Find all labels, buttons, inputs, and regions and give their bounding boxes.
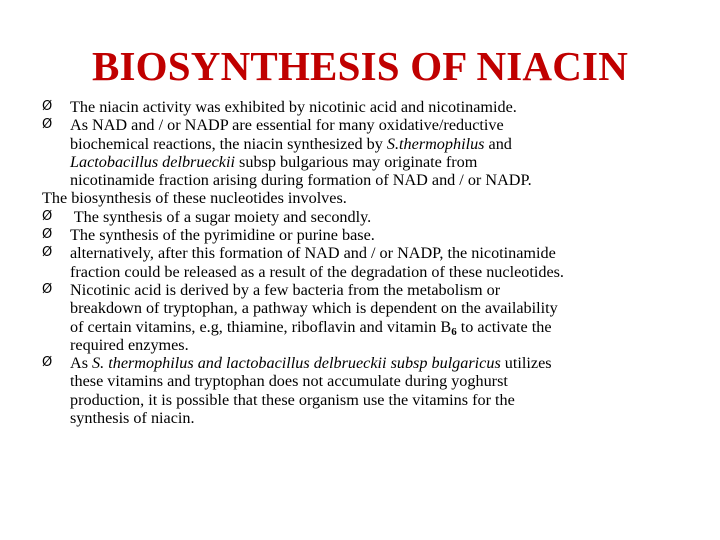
- bullet-item: [42, 208, 702, 226]
- bullet-line: these vitamins and tryptophan does not accumulate during yoghurst: [70, 372, 508, 391]
- bullet-line: synthesis of niacin.: [70, 409, 195, 428]
- bullet-line: fraction could be released as a result of the degradation of these nucleotides.: [70, 262, 564, 281]
- arrow-bullet-icon: Ø: [42, 99, 53, 114]
- plain-paragraph: [42, 189, 702, 207]
- species-name: S. thermophilus and lactobacillus delbrueckii subsp bulgaricus: [92, 354, 501, 373]
- arrow-bullet-icon: Ø: [42, 227, 53, 243]
- arrow-bullet-icon: Ø: [42, 281, 53, 297]
- arrow-bullet-icon: Ø: [42, 245, 53, 261]
- bullet-line: production, it is possible that these organism use the vitamins for the: [70, 390, 515, 409]
- paragraph-line: The biosynthesis of these nucleotides involves.: [42, 189, 347, 208]
- bullet-line: of certain vitamins, e.g, thiamine, riboflavin and vitamin $B_6$ to activate the: [70, 317, 552, 338]
- slide-body: [42, 98, 702, 427]
- bullet-line: As S. thermophilus and lactobacillus delbrueckii subsp bulgaricus utilizes: [70, 354, 552, 373]
- bullet-line: The niacin activity was exhibited by nicotinic acid and nicotinamide.: [70, 98, 517, 116]
- bullet-line: Lactobacillus delbrueckii subsp bulgarious may originate from: [70, 152, 478, 171]
- arrow-bullet-icon: Ø: [42, 208, 53, 224]
- bullet-item: [42, 281, 702, 354]
- bullet-line: The synthesis of a sugar moiety and secondly.: [70, 207, 372, 226]
- bullet-item: [42, 98, 702, 116]
- arrow-bullet-icon: Ø: [42, 355, 53, 371]
- bullet-line: breakdown of tryptophan, a pathway which is dependent on the availability: [70, 299, 558, 318]
- bullet-line: nicotinamide fraction arising during formation of NAD and / or NADP.: [70, 171, 532, 190]
- bullet-item: [42, 116, 702, 189]
- bullet-line: Nicotinic acid is derived by a few bacteria from the metabolism or: [70, 280, 501, 299]
- bullet-line: The synthesis of the pyrimidine or purine base.: [70, 226, 375, 245]
- bullet-line: As NAD and / or NADP are essential for many oxidative/reductive: [70, 116, 504, 135]
- bullet-line: required enzymes.: [70, 335, 189, 354]
- bullet-item: [42, 226, 702, 244]
- bullet-item: [42, 244, 702, 281]
- bullet-line: alternatively, after this formation of NAD and / or NADP, the nicotinamide: [70, 244, 556, 263]
- arrow-bullet-icon: Ø: [42, 117, 53, 133]
- subscript: 6: [451, 325, 457, 338]
- bullet-line: biochemical reactions, the niacin synthesized by S.thermophilus and: [70, 134, 512, 153]
- bullet-item: [42, 354, 702, 427]
- slide-title: BIOSYNTHESIS OF NIACIN: [91, 43, 629, 89]
- species-name: Lactobacillus delbrueckii: [70, 152, 235, 171]
- species-name: S.thermophilus: [386, 134, 485, 153]
